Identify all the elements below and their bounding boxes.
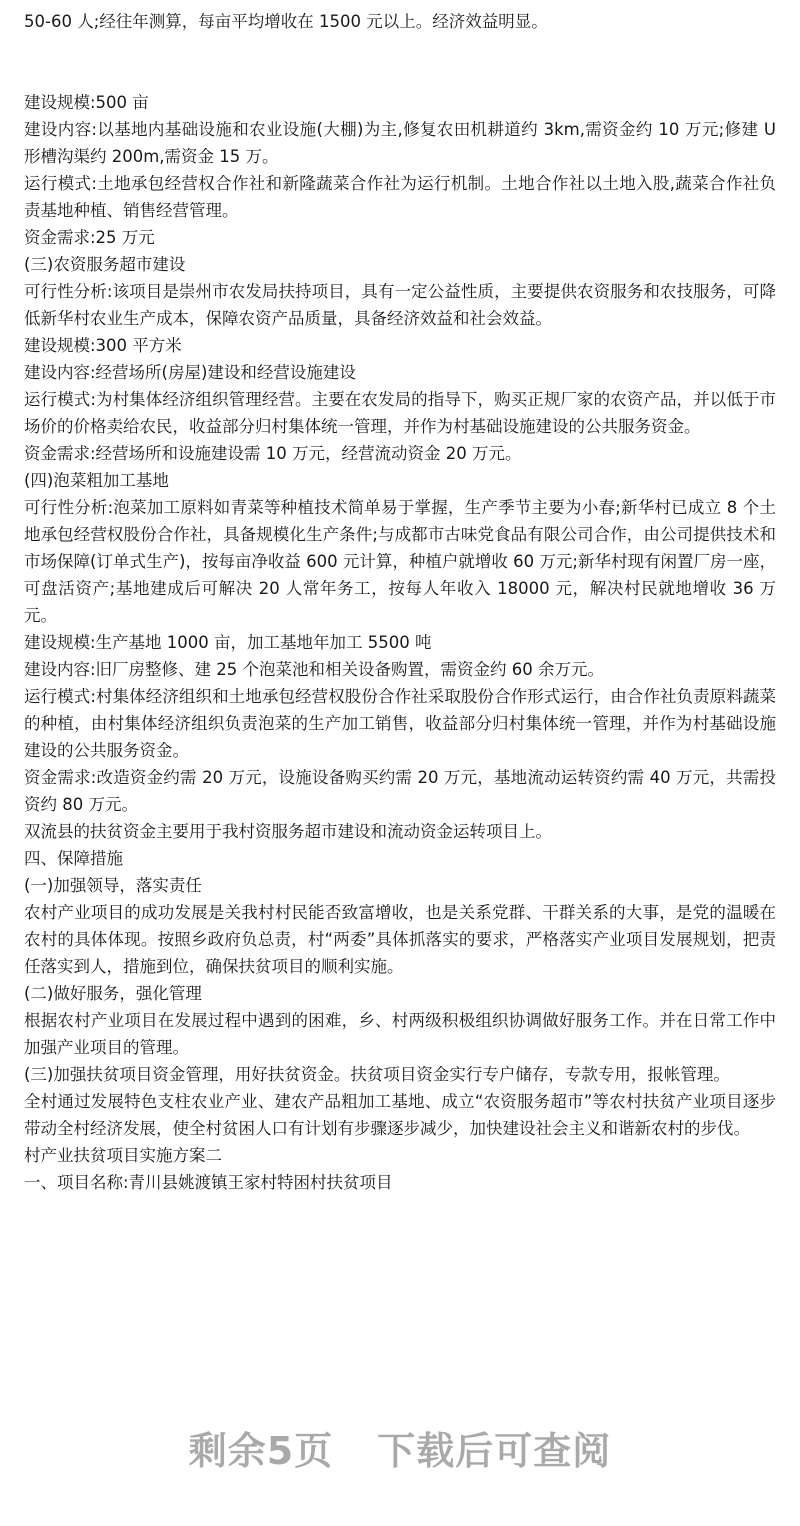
download-prompt[interactable] bbox=[0, 1420, 800, 1475]
paragraph: 运行模式:为村集体经济组织管理经营。主要在农发局的指导下，购买正规厂家的农资产品，并以低于市场价的价格卖给农民，收益部分归村集体统一管理，并作为村基础设施建设的公共服务资金。 bbox=[24, 390, 776, 436]
paragraph: (三)加强扶贫项目资金管理，用好扶贫资金。扶贫项目资金实行专户储存，专款专用，报帐管理。 bbox=[24, 1065, 730, 1084]
paragraph: 双流县的扶贫资金主要用于我村资服务超市建设和流动资金运转项目上。 bbox=[24, 822, 552, 841]
paragraph: 全村通过发展特色支柱农业产业、建农产品粗加工基地、成立“农资服务超市”等农村扶贫产业项目逐步带动全村经济发展，使全村贫困人口有计划有步骤逐步减少，加快建设社会主义和谐新农村的步伐。 bbox=[24, 1092, 776, 1138]
paragraph: 建设内容:旧厂房整修、建 25 个泡菜池和相关设备购置，需资金约 60 余万元。 bbox=[24, 660, 605, 679]
paragraph: 资金需求:改造资金约需 20 万元，设施设备购买约需 20 万元，基地流动运转资约需 40 万元，共需投资约 80 万元。 bbox=[24, 768, 776, 814]
paragraph: 农村产业项目的成功发展是关我村村民能否致富增收，也是关系党群、干群关系的大事，是党的温暖在农村的具体体现。按照乡政府负总责，村“两委”具体抓落实的要求，严格落实产业项目发展规划，把责任落实到人，措施到位，确保扶贫项目的顺利实施。 bbox=[24, 903, 776, 976]
paragraph: 可行性分析:该项目是崇州市农发局扶持项目，具有一定公益性质，主要提供农资服务和农技服务，可降低新华村农业生产成本，保障农资产品质量，具备经济效益和社会效益。 bbox=[24, 282, 776, 328]
paragraph: (二)做好服务，强化管理 bbox=[24, 984, 202, 1003]
document-body bbox=[24, 8, 776, 1196]
paragraph: 运行模式:村集体经济组织和土地承包经营权股份合作社采取股份合作形式运行，由合作社负责原料蔬菜的种植，由村集体经济组织负责泡菜的生产加工销售，收益部分归村集体统一管理，并作为村基础设施建设的公共服务资金。 bbox=[24, 687, 776, 760]
paragraph: 建设内容:经营场所(房屋)建设和经营设施建设 bbox=[24, 363, 356, 382]
paragraph: 可行性分析:泡菜加工原料如青菜等种植技术简单易于掌握，生产季节主要为小春;新华村已成立 8 个土地承包经营权股份合作社，具备规模化生产条件;与成都市古味党食品有限公司合作，由公司提供技术和市场保障(订单式生产)，按每亩净收益 600 元计算，种植户就增收 60 万元;新华村现有闲置厂房一座，可盘活资产;基地建成后可解决 20 人常年务工，按每人年收入 18000 元，解决村民就地增收 36 万元。 bbox=[24, 498, 776, 625]
paragraph: 根据农村产业项目在发展过程中遇到的困难，乡、村两级积极组织协调做好服务工作。并在日常工作中加强产业项目的管理。 bbox=[24, 1011, 776, 1057]
paragraph: 运行模式:土地承包经营权合作社和新隆蔬菜合作社为运行机制。土地合作社以土地入股,蔬菜合作社负责基地种植、销售经营管理。 bbox=[24, 174, 776, 220]
paragraph-list bbox=[24, 89, 776, 1196]
paragraph: 建设规模:300 平方米 bbox=[24, 336, 182, 355]
paragraph: 建设规模:生产基地 1000 亩，加工基地年加工 5500 吨 bbox=[24, 633, 432, 652]
intro-paragraph: 50-60 人;经往年测算，每亩平均增收在 1500 元以上。经济效益明显。 bbox=[24, 12, 548, 31]
paragraph: (四)泡菜粗加工基地 bbox=[24, 471, 169, 490]
remaining-pages-label: 剩余5页 bbox=[188, 1429, 334, 1473]
paragraph: 一、项目名称:青川县姚渡镇王家村特困村扶贫项目 bbox=[24, 1173, 393, 1192]
paragraph: 建设内容:以基地内基础设施和农业设施(大棚)为主,修复农田机耕道约 3km,需资金约 10 万元;修建 U 形槽沟渠约 200m,需资金 15 万。 bbox=[24, 120, 776, 166]
paragraph: 村产业扶贫项目实施方案二 bbox=[24, 1146, 222, 1165]
download-to-read-label: 下载后可查阅 bbox=[377, 1429, 612, 1473]
paragraph: 四、保障措施 bbox=[24, 849, 123, 868]
paragraph: 资金需求:经营场所和设施建设需 10 万元，经营流动资金 20 万元。 bbox=[24, 444, 522, 463]
paragraph: (一)加强领导，落实责任 bbox=[24, 876, 202, 895]
paragraph: 资金需求:25 万元 bbox=[24, 228, 155, 247]
paragraph: 建设规模:500 亩 bbox=[24, 93, 149, 112]
paragraph: (三)农资服务超市建设 bbox=[24, 255, 186, 274]
